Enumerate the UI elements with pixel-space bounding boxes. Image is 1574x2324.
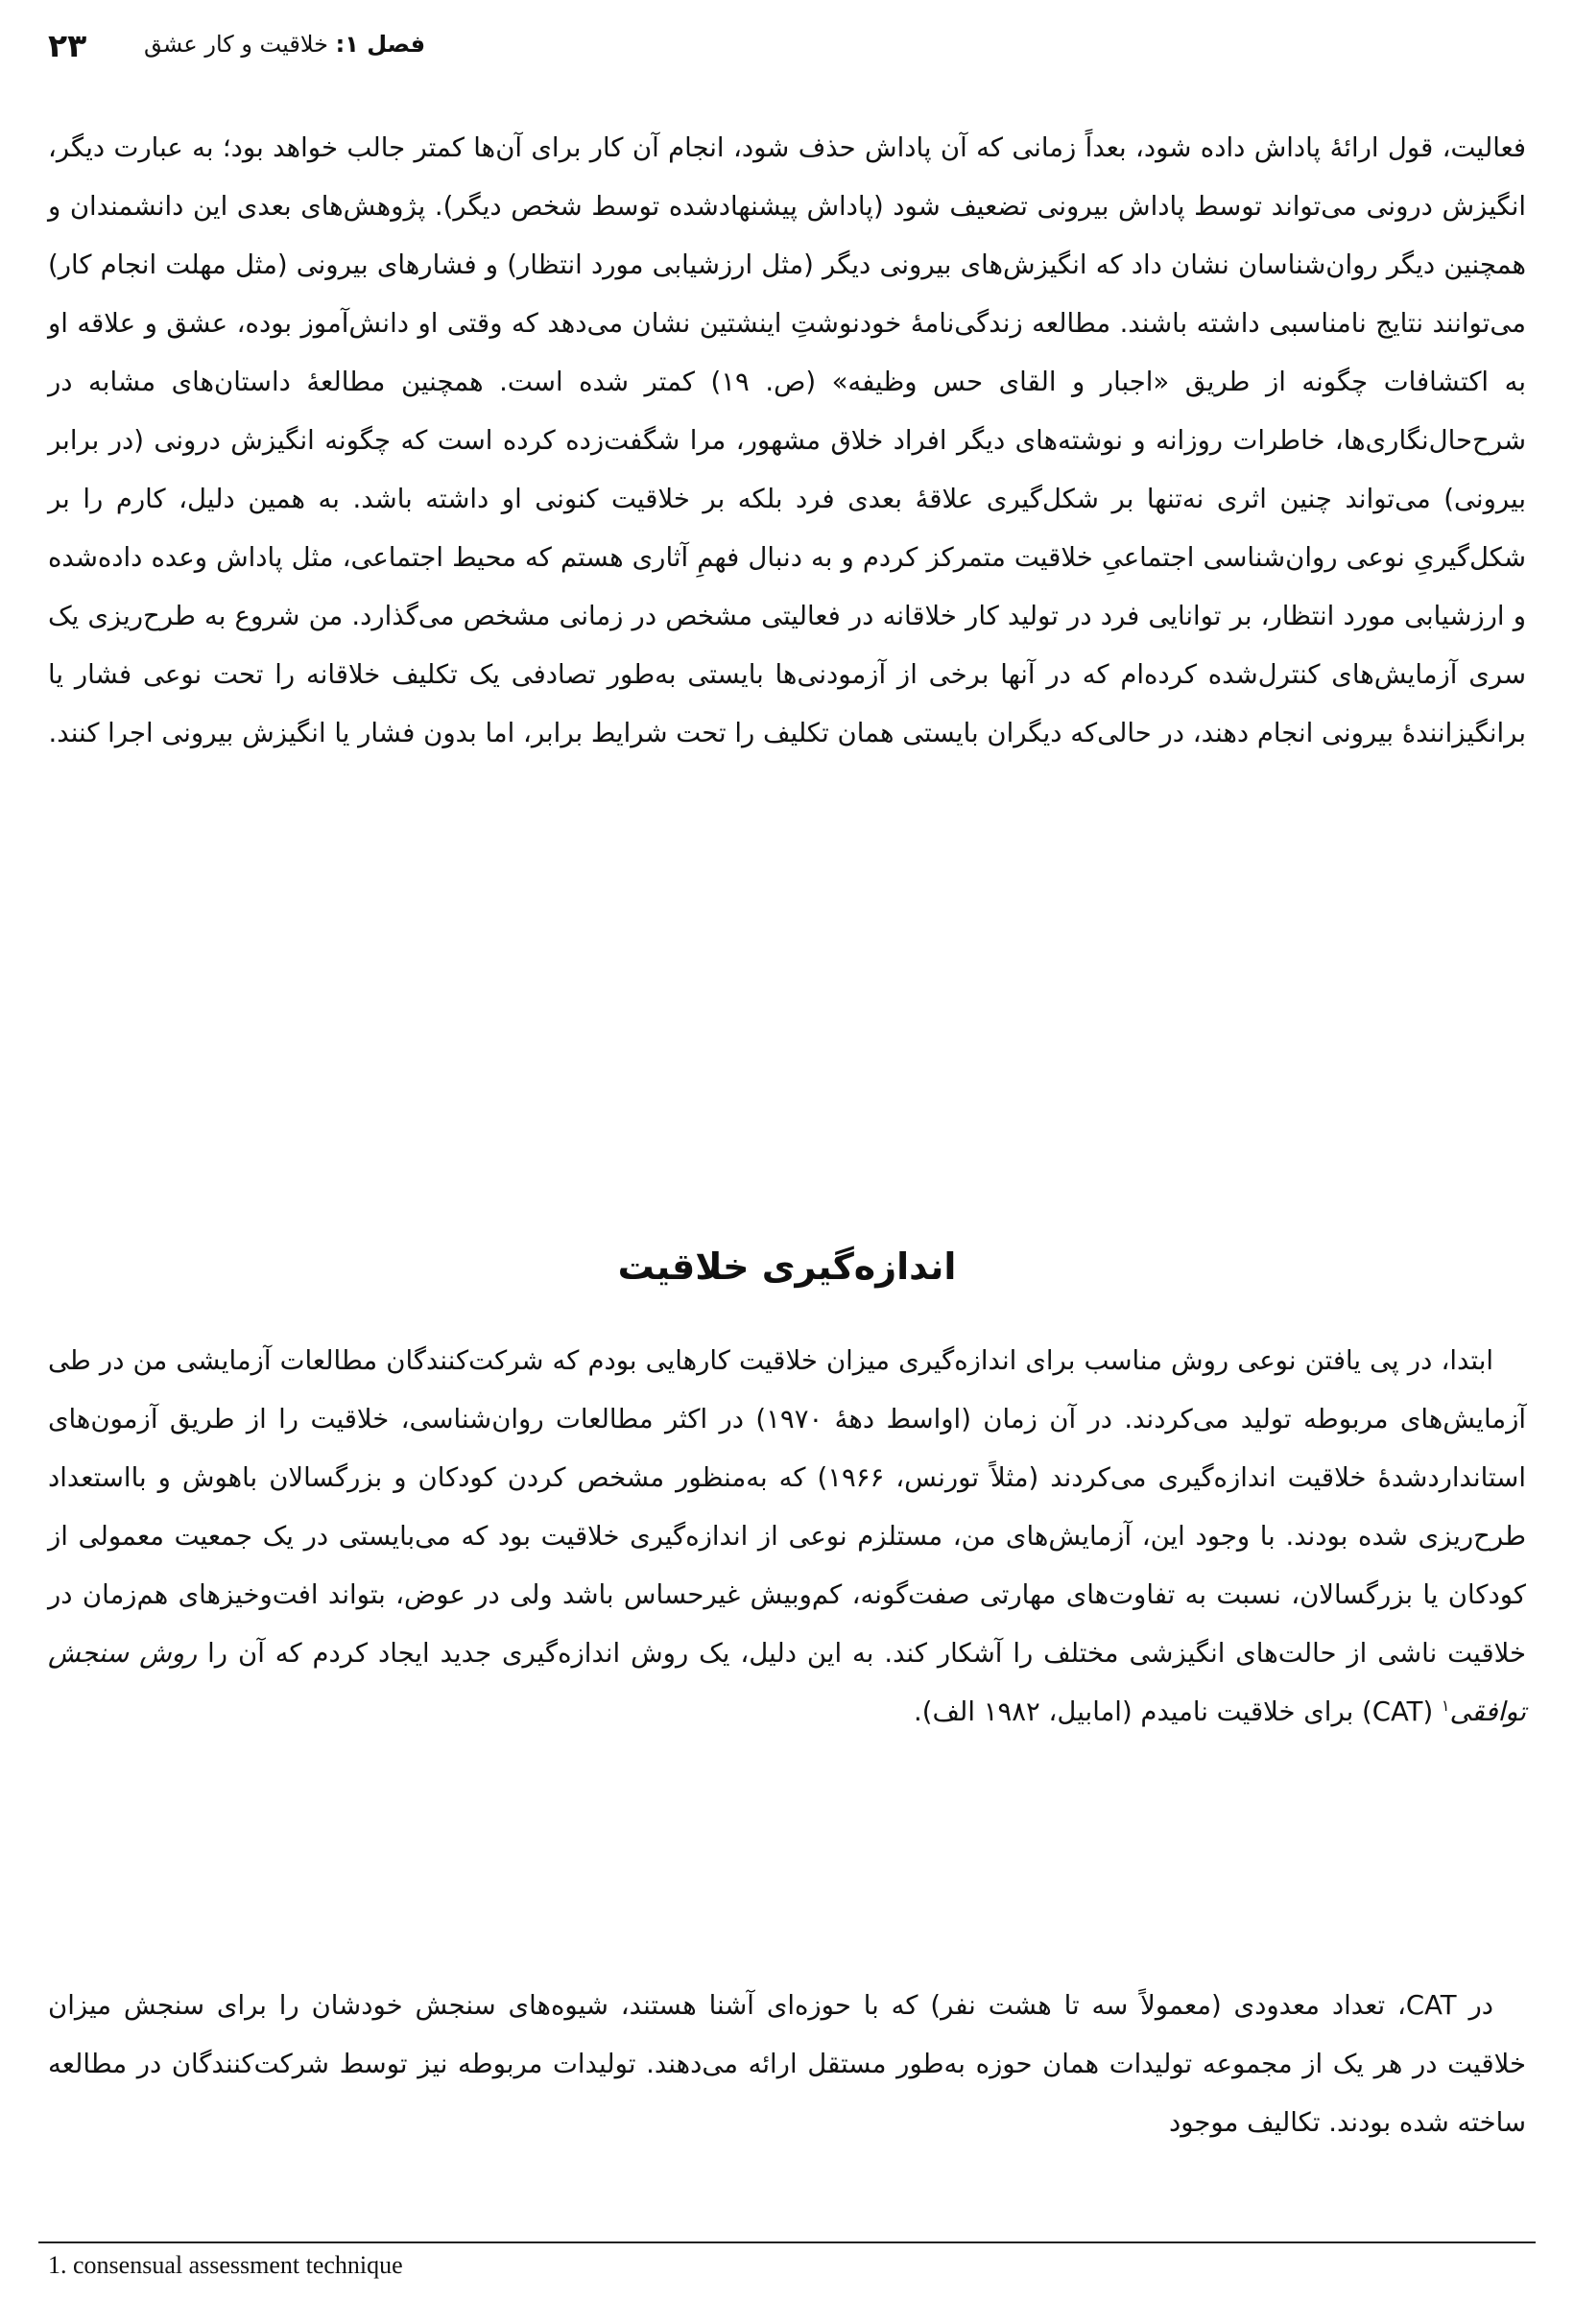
paragraph-2 — [48, 1332, 1526, 1742]
chapter-title — [144, 31, 425, 58]
paragraph-2-end: (CAT) برای خلاقیت نامیدم (امابیل، ۱۹۸۲ الف). — [914, 1696, 1434, 1727]
paragraph-3-text: در CAT، تعداد معدودی (معمولاً سه تا هشت نفر) که با حوزه‌ای آشنا هستند، شیوه‌های سنجش خودشان را برای سنجش میزان خلاقیت در هر یک از مجموعه تولیدات همان حوزه به‌طور مستقل ارائه می‌دهند. تولیدات مربوطه نیز توسط شرکت‌کنندگان در مطالعه ساخته شده بودند. تکالیف موجود — [48, 1990, 1526, 2138]
paragraph-2-text: ابتدا، در پی یافتن نوعی روش مناسب برای اندازه‌گیری میزان خلاقیت کارهایی بودم که شرکت‌کنندگان مطالعات آزمایشی من در طی آزمایش‌های مربوطه تولید می‌کردند. در آن زمان (اواسط دههٔ ۱۹۷۰) در اکثر مطالعات روان‌شناسی، خلاقیت را از طریق آزمون‌های استانداردشدهٔ خلاقیت اندازه‌گیری می‌کردند (مثلاً تورنس، ۱۹۶۶) که به‌منظور مشخص کردن کودکان و بزرگسالان باهوش و بااستعداد طرح‌ریزی شده بودند. با وجود این، آزمایش‌های من، مستلزم نوعی از اندازه‌گیری خلاقیت بود که می‌بایستی در یک جمعیت معمولی از کودکان یا بزرگسالان، نسبت به تفاوت‌های مهارتی صفت‌گونه، کم‌وبیش غیرحساس باشد ولی در عوض، بتواند افت‌وخیزهای هم‌زمان در خلاقیت ناشی از حالت‌های انگیزشی مختلف را آشکار کند. به این دلیل، یک روش اندازه‌گیری جدید ایجاد کردم که آن را — [48, 1345, 1526, 1669]
chapter-name: خلاقیت و کار عشق — [144, 31, 328, 58]
paragraph-2-italic-term: روش سنجش توافقی — [48, 1638, 1526, 1727]
footnote: 1. consensual assessment technique — [48, 2251, 403, 2279]
paragraph-1-text: فعالیت، قول ارائهٔ پاداش داده شود، بعداً زمانی که آن پاداش حذف شود، انجام آن کار برای آن‌ها کمتر جالب خواهد بود؛ به عبارت دیگر، انگیزش درونی می‌تواند توسط پاداش بیرونی تضعیف شود (پاداش پیشنهادشده توسط شخص دیگر). پژوهش‌های بعدی این دانشمندان و همچنین دیگر روان‌شناسان نشان داد که انگیزش‌های بیرونی دیگر (مثل ارزشیابی مورد انتظار) و فشارهای بیرونی (مثل مهلت انجام کار) می‌توانند نتایج نامناسبی داشته باشند. مطالعه زندگی‌نامهٔ خودنوشتِ اینشتین نشان می‌دهد که وقتی او دانش‌آموز بوده، عشق و علاقه او به اکتشافات چگونه از طریق «اجبار و القای حس وظیفه» (ص. ۱۹) کمتر شده است. همچنین مطالعهٔ داستان‌های مشابه در شرح‌حال‌نگاری‌ها، خاطرات روزانه و نوشته‌های دیگر افراد خلاق مشهور، مرا شگفت‌زده کرده است که چگونه انگیزش درونی (در برابر بیرونی) می‌تواند چنین اثری نه‌تنها بر شکل‌گیری علاقهٔ بعدی فرد بلکه بر خلاقیت کنونی او داشته باشد. به همین دلیل، کارم را بر شکل‌گیریِ نوعی روان‌شناسی اجتماعیِ خلاقیت متمرکز کردم و به دنبال فهمِ آثاری هستم که محیط اجتماعی، مثل پاداش وعده داده‌شده و ارزشیابی مورد انتظار، بر توانایی فرد در تولید کار خلاقانه در فعالیتی مشخص در زمانی مشخص می‌گذارد. من شروع به طرح‌ریزی یک سری آزمایش‌های کنترل‌شده کرده‌ام که در آنها برخی از آزمودنی‌ها بایستی به‌طور تصادفی یک تکلیف خلاقانه را تحت نوعی فشار یا برانگیزانندهٔ بیرونی انجام دهند، در حالی‌که دیگران بایستی همان تکلیف را تحت شرایط برابر، اما بدون فشار یا انگیزش بیرونی اجرا کنند. — [48, 132, 1526, 748]
running-header — [48, 27, 1526, 75]
footnote-reference[interactable]: ۱ — [1441, 1696, 1450, 1715]
page-number: ۲۳ — [48, 27, 87, 64]
section-heading: اندازه‌گیری خلاقیت — [617, 1245, 957, 1288]
paragraph-1 — [48, 119, 1526, 763]
paragraph-3 — [48, 1977, 1526, 2152]
footnote-divider — [38, 2241, 1536, 2243]
chapter-label: فصل ۱: — [335, 31, 426, 58]
paragraph-2-body — [48, 1332, 1526, 1742]
